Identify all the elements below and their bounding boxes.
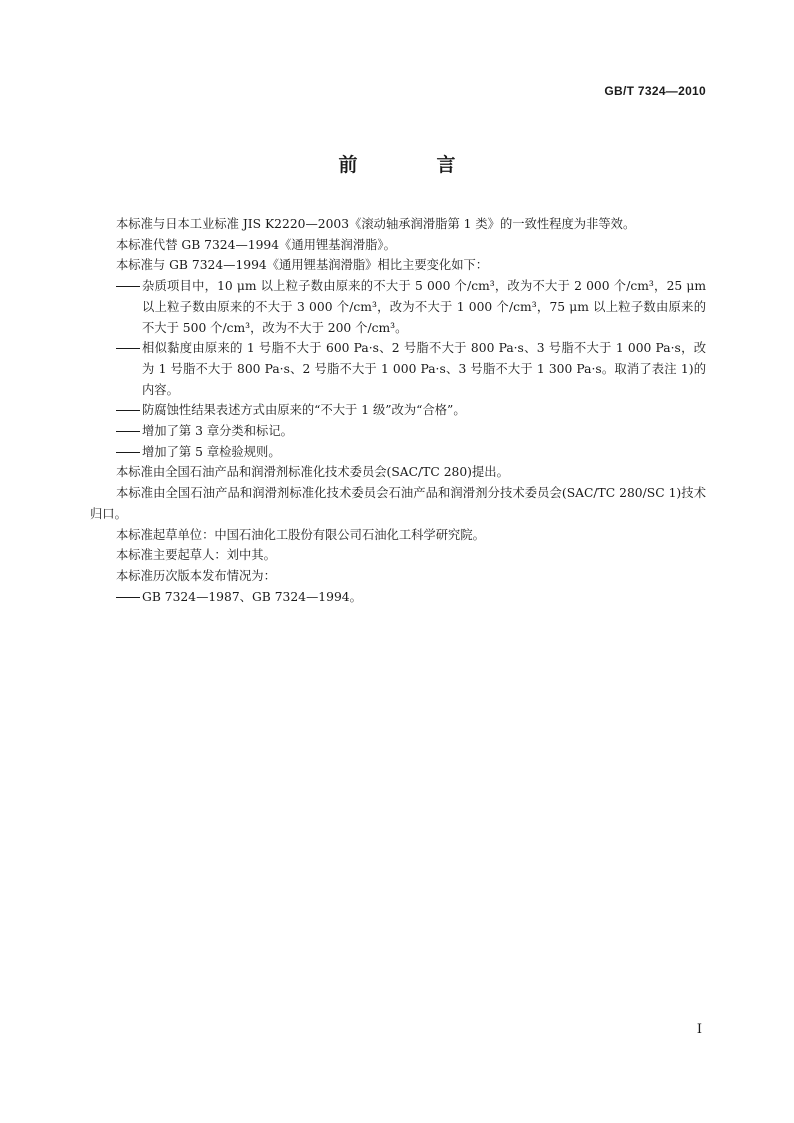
- change-item: [90, 421, 706, 442]
- change-item: [90, 442, 706, 463]
- change-item-text: 相似黏度由原来的 1 号脂不大于 600 Pa·s、2 号脂不大于 800 Pa·s、3 号脂不大于 1 000 Pa·s，改为 1 号脂不大于 800 Pa·s、2 号脂不大于 1 000 Pa·s、3 号脂不大于 1 300 Pa·s。取消了表注 1)的内容。: [142, 341, 706, 397]
- dash-bullet: [90, 421, 142, 442]
- page-number: I: [696, 1022, 702, 1037]
- change-item: [90, 276, 706, 338]
- paragraph-centralized-by: 本标准由全国石油产品和润滑剂标准化技术委员会石油产品和润滑剂分技术委员会(SAC/TC 280/SC 1)技术归口。: [90, 486, 706, 521]
- paragraph-drafting-unit: 本标准起草单位：中国石油化工股份有限公司石油化工科学研究院。: [116, 527, 485, 542]
- dash-bullet: [90, 338, 142, 359]
- standard-code: GB/T 7324—2010: [604, 84, 706, 98]
- change-item-text: 增加了第 3 章分类和标记。: [142, 424, 293, 439]
- change-item-text: 防腐蚀性结果表述方式由原来的“不大于 1 级”改为“合格”。: [142, 403, 466, 418]
- history-item: [90, 587, 706, 608]
- dash-bullet: [90, 442, 142, 463]
- paragraph-changes-intro: 本标准与 GB 7324—1994《通用锂基润滑脂》相比主要变化如下：: [116, 258, 489, 273]
- history-item-text: GB 7324—1987、GB 7324—1994。: [142, 589, 362, 604]
- change-item-text: 杂质项目中，10 μm 以上粒子数由原来的不大于 5 000 个/cm³，改为不大于 2 000 个/cm³，25 μm以上粒子数由原来的不大于 3 000 个/cm³，改为不大于 1 000 个/cm³，75 μm 以上粒子数由原来的不大于 500 个/cm³，改为不大于 200 个/cm³。: [142, 279, 706, 335]
- dash-bullet: [90, 400, 142, 421]
- paragraph-drafter: 本标准主要起草人：刘中其。: [116, 548, 276, 563]
- dash-bullet: [90, 276, 142, 297]
- paragraph-equivalence: 本标准与日本工业标准 JIS K2220—2003《滚动轴承润滑脂第 1 类》的一致性程度为非等效。: [116, 217, 636, 231]
- dash-bullet: [90, 587, 142, 608]
- change-item: [90, 400, 706, 421]
- paragraph-history-intro: 本标准历次版本发布情况为：: [116, 568, 276, 583]
- foreword-body: [90, 214, 706, 607]
- paragraph-proposed-by: 本标准由全国石油产品和润滑剂标准化技术委员会(SAC/TC 280)提出。: [116, 465, 509, 480]
- change-item-text: 增加了第 5 章检验规则。: [142, 444, 281, 459]
- page-title: 前 言: [338, 154, 486, 176]
- change-item: [90, 338, 706, 400]
- paragraph-replaces: 本标准代替 GB 7324—1994《通用锂基润滑脂》。: [116, 237, 396, 252]
